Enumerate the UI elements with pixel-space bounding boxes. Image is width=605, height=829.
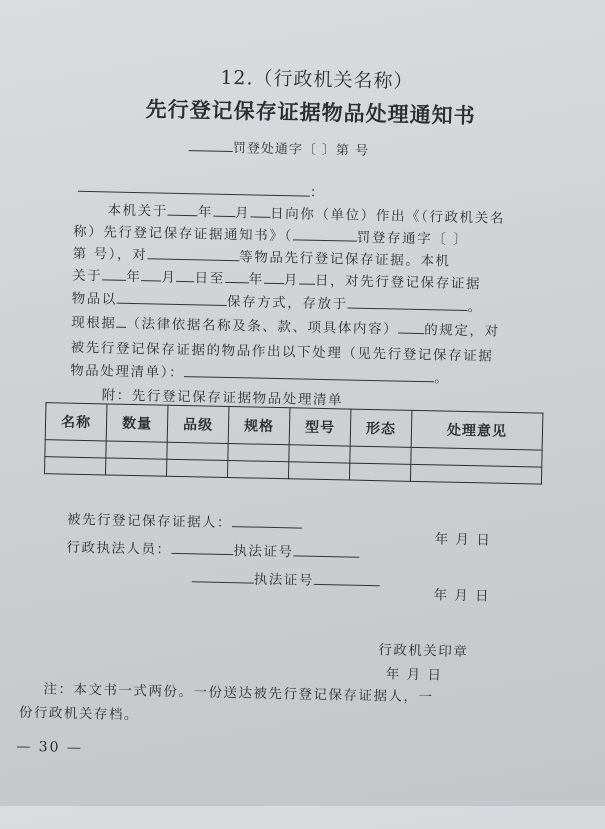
col-header-quantity: 数量 bbox=[106, 404, 168, 442]
document-title: 先行登记保存证据物品处理通知书 bbox=[145, 97, 476, 129]
col-header-form: 形态 bbox=[350, 409, 412, 447]
year-blank[interactable] bbox=[102, 265, 126, 280]
evidence-holder-line bbox=[67, 508, 302, 533]
text-segment: 。 bbox=[467, 298, 483, 316]
day-blank[interactable] bbox=[176, 267, 194, 282]
text-segment: 日，对先行登记保存证据 bbox=[314, 272, 482, 293]
evidence-items-table bbox=[44, 402, 543, 484]
col-header-name: 名称 bbox=[45, 403, 107, 441]
evidence-holder-label: 被先行登记保存证据人： bbox=[66, 511, 233, 532]
table-cell[interactable] bbox=[106, 441, 167, 459]
table-cell[interactable] bbox=[227, 460, 288, 478]
document-number-line bbox=[189, 136, 370, 159]
text-segment: （法律依据名称及条、款、项具体内容） bbox=[126, 315, 399, 338]
year-blank[interactable] bbox=[168, 201, 198, 217]
cert-number-label: 执法证号 bbox=[233, 543, 294, 561]
cert-number-blank[interactable] bbox=[293, 541, 359, 557]
addressee-line bbox=[78, 176, 325, 201]
col-header-opinion: 处理意见 bbox=[411, 410, 543, 450]
items-blank[interactable] bbox=[147, 244, 239, 261]
signature-date-1: 年 月 日 bbox=[434, 531, 492, 549]
table-cell[interactable] bbox=[166, 459, 227, 477]
document-number-label: 罚登处通字〔 〕第 号 bbox=[232, 141, 370, 159]
enforcer-line-2 bbox=[192, 566, 380, 590]
page-number: — 30 — bbox=[16, 738, 84, 757]
table-cell[interactable] bbox=[167, 442, 228, 460]
month-blank[interactable] bbox=[213, 202, 235, 217]
table-cell[interactable] bbox=[45, 457, 106, 475]
col-header-spec: 规格 bbox=[228, 407, 290, 445]
enforcer-name-blank[interactable] bbox=[171, 539, 233, 555]
text-segment: 称）先行登记保存证据通知书》（ bbox=[72, 223, 293, 245]
text-segment: 日至 bbox=[194, 270, 225, 287]
note-line-1: 注：本文书一式两份。一份送达被先行登记保存证据人，一 bbox=[43, 681, 434, 706]
text-segment: 月 bbox=[161, 269, 177, 286]
text-segment: 的规定，对 bbox=[424, 322, 500, 340]
text-segment: 年 bbox=[248, 271, 265, 288]
handling-list-blank[interactable] bbox=[184, 362, 434, 382]
enforcer-name-blank[interactable] bbox=[192, 567, 254, 583]
addressee-colon: ： bbox=[309, 184, 326, 201]
month-blank[interactable] bbox=[141, 266, 161, 281]
text-segment: 物品以 bbox=[71, 290, 118, 308]
text-segment: 。 bbox=[433, 370, 450, 387]
table-cell[interactable] bbox=[228, 444, 289, 462]
table-cell[interactable] bbox=[105, 458, 166, 476]
text-segment: 年 bbox=[197, 204, 214, 221]
storage-location-blank[interactable] bbox=[348, 293, 468, 311]
agency-seal-label: 行政机关印章 bbox=[378, 642, 469, 661]
body-line-6 bbox=[71, 311, 500, 340]
text-segment: 日向你（单位）作出《（行政机关名 bbox=[269, 205, 506, 227]
text-segment: 第 号），对 bbox=[72, 245, 148, 264]
cert-number-blank[interactable] bbox=[314, 570, 380, 586]
table-cell[interactable] bbox=[349, 463, 410, 481]
table-cell[interactable] bbox=[350, 446, 411, 464]
text-segment: 本机关于 bbox=[107, 202, 169, 220]
seal-date: 年 月 日 bbox=[385, 666, 443, 684]
year-blank[interactable] bbox=[225, 268, 249, 283]
table-cell[interactable] bbox=[410, 464, 541, 484]
evidence-holder-signature-blank[interactable] bbox=[232, 512, 302, 528]
day-blank[interactable] bbox=[250, 202, 270, 217]
addressee-blank[interactable] bbox=[78, 177, 310, 197]
table-cell[interactable] bbox=[288, 462, 349, 480]
text-segment: 罚登存通字〔 〕 bbox=[356, 229, 469, 248]
text-segment: 现根据 bbox=[71, 314, 117, 332]
notice-number-blank[interactable] bbox=[293, 225, 357, 241]
month-blank[interactable] bbox=[264, 269, 284, 284]
attachment-label: 附：先行登记保存证据物品处理清单 bbox=[101, 387, 344, 409]
text-segment: 等物品先行登记保存证据。本机 bbox=[239, 249, 451, 270]
text-segment: 年 bbox=[126, 268, 142, 286]
text-segment: 关于 bbox=[71, 267, 103, 285]
day-blank[interactable] bbox=[299, 269, 315, 284]
col-header-model: 型号 bbox=[289, 408, 351, 446]
table-cell[interactable] bbox=[289, 445, 350, 463]
cert-number-label: 执法证号 bbox=[253, 571, 314, 589]
table-cell[interactable] bbox=[45, 440, 106, 458]
text-segment: 月 bbox=[234, 205, 251, 222]
text-segment: 物品处理清单）： bbox=[70, 362, 185, 382]
text-segment: 月 bbox=[283, 272, 300, 289]
text-segment: 保存方式，存放于 bbox=[226, 293, 348, 313]
enforcer-label: 行政执法人员： bbox=[66, 539, 172, 558]
body-line-7: 被先行登记保存证据的物品作出以下处理（见先行登记保存证据 bbox=[70, 339, 494, 365]
signature-date-2: 年 月 日 bbox=[433, 587, 491, 605]
body-line-8 bbox=[70, 359, 450, 387]
document-number-title: 12.（行政机关名称） bbox=[220, 66, 414, 93]
document-prefix-blank[interactable] bbox=[189, 136, 233, 152]
col-header-grade: 品级 bbox=[167, 405, 229, 443]
legal-basis-blank[interactable] bbox=[398, 319, 424, 335]
enforcer-line bbox=[66, 536, 359, 562]
note-line-2: 份行政机关存档。 bbox=[18, 704, 140, 724]
storage-method-blank[interactable] bbox=[117, 289, 227, 306]
